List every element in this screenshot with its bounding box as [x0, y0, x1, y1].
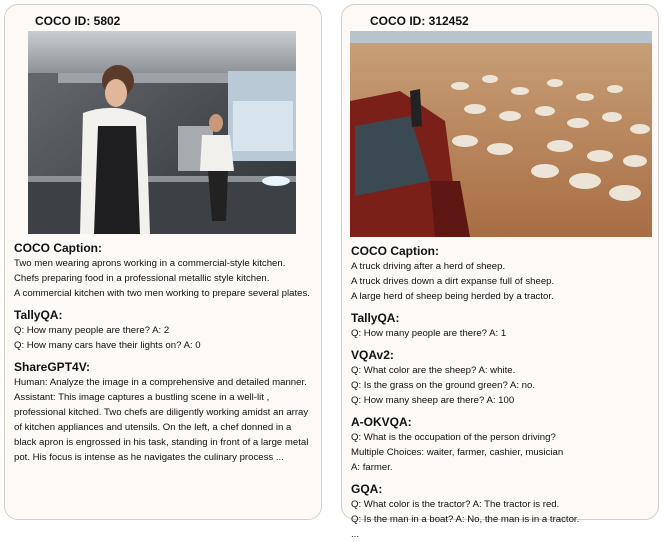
section-title: TallyQA:	[351, 311, 400, 325]
kitchen-illustration	[28, 31, 296, 234]
annotation-line: Q: How many cars have their lights on? A: 0	[14, 340, 201, 351]
annotation-line: A commercial kitchen with two men working to prepare several plates.	[14, 288, 310, 299]
annotation-line: Q: What color is the tractor? A: The tractor is red.	[351, 499, 560, 510]
section-title: VQAv2:	[351, 348, 394, 362]
annotation-line: Q: How many people are there? A: 2	[14, 325, 170, 336]
annotation-line: Q: Is the grass on the ground green? A: no.	[351, 380, 536, 391]
section-title: A-OKVQA:	[351, 415, 412, 429]
annotation-line: Multiple Choices: waiter, farmer, cashier, musician	[351, 447, 564, 458]
kitchen-photo	[28, 31, 296, 234]
example-card-sheep	[341, 4, 659, 540]
section-title: COCO Caption:	[351, 244, 439, 258]
coco-id-label: COCO ID: 5802	[35, 14, 121, 28]
coco-id-label: COCO ID: 312452	[370, 14, 469, 28]
annotation-line: Q: What is the occupation of the person driving?	[351, 432, 556, 443]
sheep-photo	[350, 31, 652, 237]
annotation-text	[351, 244, 652, 542]
section-title: TallyQA:	[14, 308, 63, 322]
annotation-line: A truck drives down a dirt expanse full of sheep.	[351, 276, 555, 287]
annotation-line: A: farmer.	[351, 462, 393, 473]
example-card-kitchen	[4, 4, 322, 520]
annotation-line: Human: Analyze the image in a comprehensive and detailed manner.	[14, 377, 307, 388]
section-title: COCO Caption:	[14, 241, 102, 255]
annotation-text	[14, 241, 315, 465]
section-title: GQA:	[351, 482, 383, 496]
annotation-line: A large herd of sheep being herded by a tractor.	[351, 291, 554, 302]
section-title: ShareGPT4V:	[14, 360, 91, 374]
annotation-line: Q: Is the man in a boat? A: No, the man is in a tractor.	[351, 514, 580, 525]
annotation-line: Two men wearing aprons working in a commercial-style kitchen.	[14, 258, 286, 269]
annotation-line: Q: How many sheep are there? A: 100	[351, 395, 515, 406]
sheep-illustration	[350, 31, 652, 237]
annotation-line: Q: How many people are there? A: 1	[351, 328, 507, 339]
annotation-line: Assistant: This image captures a bustling scene in a well-lit , professional kitched. Two chefs are diligently working amidst an array of kitchen appliances and utensils. On the left, a chef donned in a black apron is engrossed in his task, standing in front of a large metal pot. His focus is intense as he navigates the culinary process ...	[14, 392, 309, 463]
annotation-line: Chefs preparing food in a professional metallic style kitchen.	[14, 273, 270, 284]
annotation-line: A truck driving after a herd of sheep.	[351, 261, 506, 272]
annotation-line: ...	[351, 529, 359, 540]
annotation-line: Q: What color are the sheep? A: white.	[351, 365, 516, 376]
